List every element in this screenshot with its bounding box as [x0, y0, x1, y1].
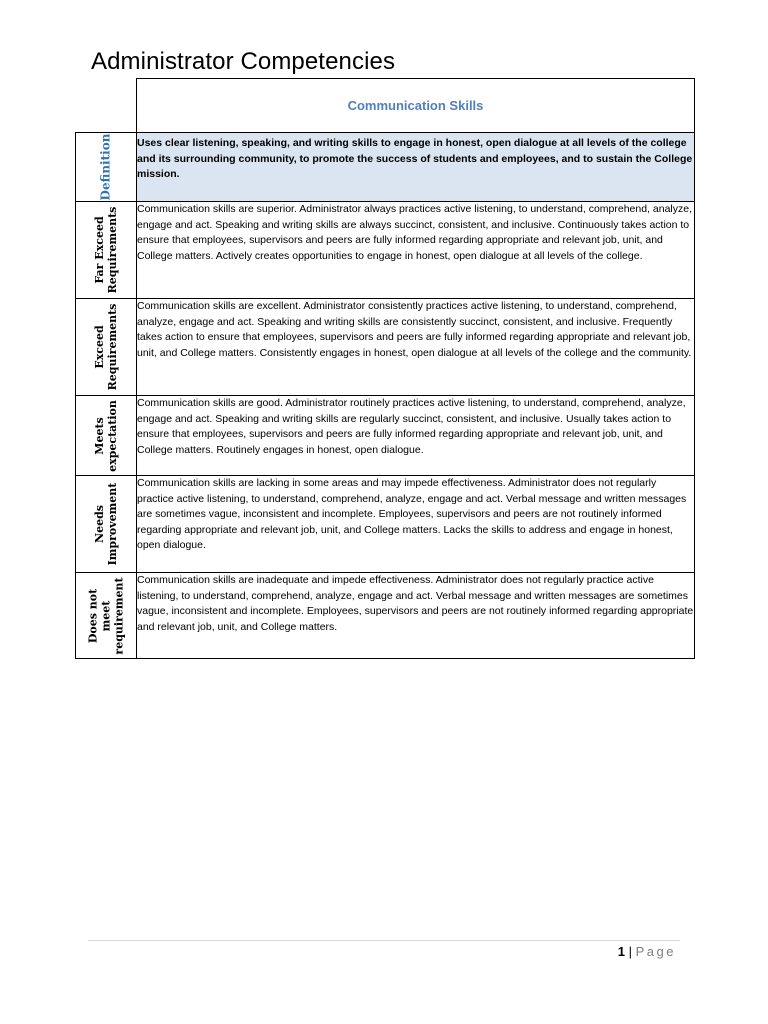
needs-improvement-text: Communication skills are lacking in some areas and may impede effectiveness. Administrator does not regularly practice active listening, to understand, comprehend, analyze, engage and act. Verbal message and written messages are sometimes vague, inconsistent and incomplete. Employees, supervisors and peers are not routinely informed regarding appropriate and relevant job, unit, and College matters. Lacks the skills to address and engage in honest, open dialogue. [137, 476, 695, 573]
row-label-far-exceed: Far Exceed Requirements [93, 206, 119, 294]
footer-divider [88, 940, 680, 941]
row-label-cell [76, 476, 137, 573]
row-label-does-not-meet: Does not meet requirement [86, 576, 126, 655]
page-number: 1 [617, 944, 625, 959]
row-label-needs-improvement: Needs Improvement [93, 482, 119, 566]
competency-table [75, 78, 695, 659]
section-header: Communication Skills [137, 79, 695, 133]
row-label-cell [76, 202, 137, 299]
document-title: Administrator Competencies [91, 48, 396, 75]
table-row-needs-improvement [76, 476, 695, 573]
footer-separator: | [628, 944, 632, 959]
definition-text: Uses clear listening, speaking, and writing skills to engage in honest, open dialogue at all levels of the college and its surrounding community, to promote the success of students and employees, and to sustain the College mission. [137, 133, 695, 202]
page-word: Page [635, 944, 676, 959]
far-exceed-text: Communication skills are superior. Administrator always practices active listening, to understand, comprehend, analyze, engage and act. Speaking and writing skills are always succinct, consistent, and inclusive. Continuously takes action to ensure that employees, supervisors and peers are fully informed regarding appropriate and relevant job, unit, and College matters. Actively creates opportunities to engage in honest, open dialogue at all levels of the college. [137, 202, 695, 299]
row-label-cell [76, 396, 137, 476]
row-label-definition: Definition [98, 133, 113, 201]
table-header-row [76, 79, 695, 133]
table-row-exceed [76, 299, 695, 396]
row-label-cell [76, 133, 137, 202]
table-corner-cell [76, 79, 137, 133]
page-footer [618, 944, 676, 959]
row-label-cell [76, 299, 137, 396]
row-label-exceed: Exceed Requirements [93, 303, 119, 391]
table-row-far-exceed [76, 202, 695, 299]
exceed-text: Communication skills are excellent. Administrator consistently practices active listening, to understand, comprehend, analyze, engage and act. Speaking and writing skills are consistently succinct, consistent, and inclusive. Frequently takes action to ensure that employees, supervisors and peers are fully informed regarding appropriate and relevant job, unit, and College matters. Consistently engages in honest, open dialogue at all levels of the college and the community. [137, 299, 695, 396]
row-label-meets: Meets expectation [93, 399, 119, 472]
table-row-does-not-meet [76, 573, 695, 659]
table-row-definition [76, 133, 695, 202]
does-not-meet-text: Communication skills are inadequate and impede effectiveness. Administrator does not regularly practice active listening, to understand, comprehend, analyze, engage and act. Verbal message and written messages are sometimes vague, inconsistent and incomplete. Employees, supervisors and peers are not routinely informed regarding appropriate and relevant job, unit, and College matters. [137, 573, 695, 659]
table-row-meets [76, 396, 695, 476]
meets-text: Communication skills are good. Administrator routinely practices active listening, to understand, comprehend, analyze, engage and act. Speaking and writing skills are regularly succinct, consistent, and inclusive. Usually takes action to ensure that employees, supervisors and peers are fully informed regarding appropriate and relevant job, unit, and College matters. Routinely engages in honest, open dialogue. [137, 396, 695, 476]
row-label-cell [76, 573, 137, 659]
